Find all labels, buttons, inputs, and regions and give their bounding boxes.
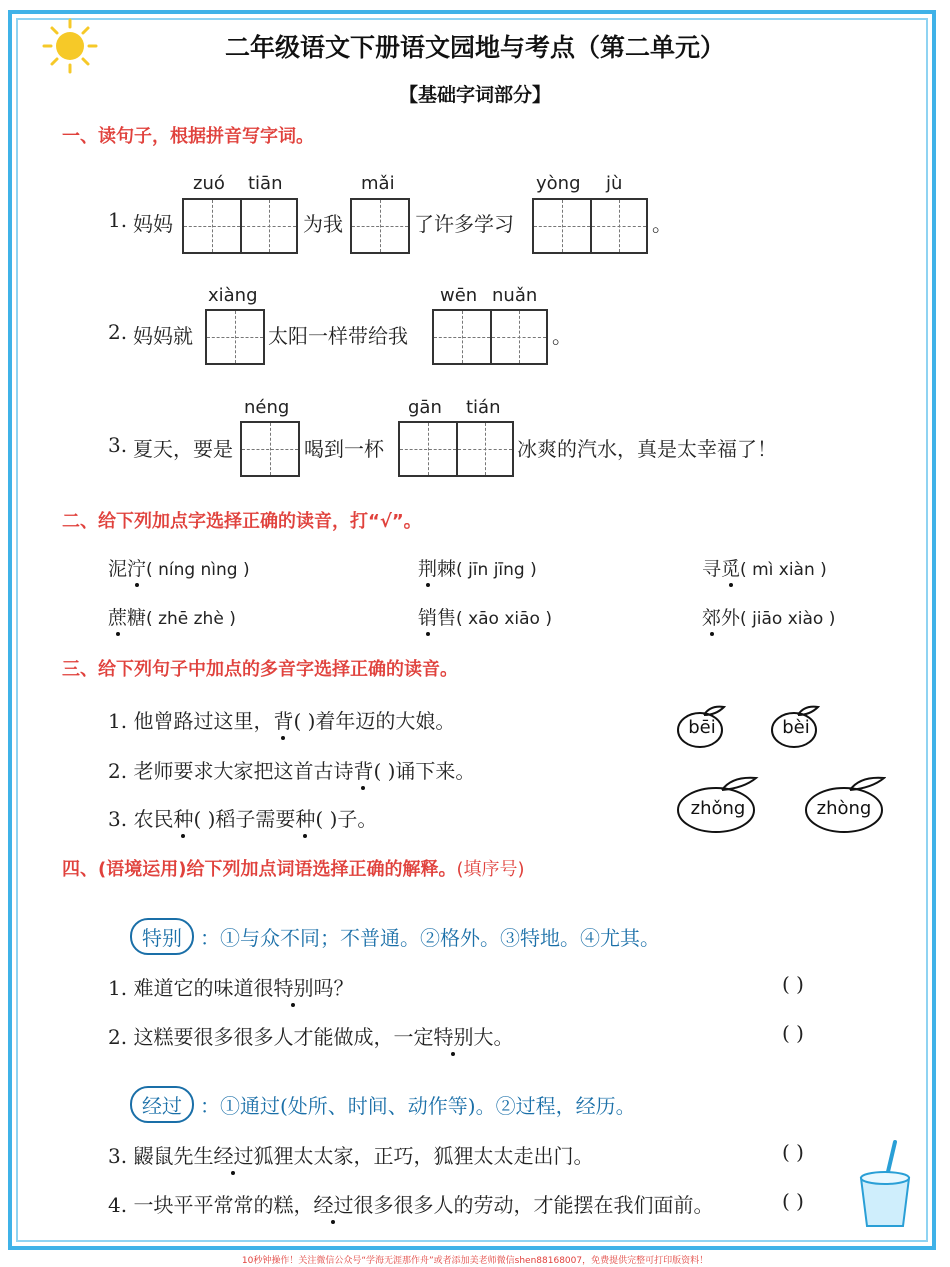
page-frame-inner xyxy=(16,18,928,1242)
choice-item[interactable]: 郊外( jiāo xiào ) xyxy=(702,607,836,629)
pinyin: nuǎn xyxy=(492,285,538,306)
writing-grid[interactable] xyxy=(350,198,410,254)
sentence-text: 为我 xyxy=(303,212,343,236)
section-2-heading: 二、给下列加点字选择正确的读音，打“√”。 xyxy=(62,511,422,532)
writing-grid[interactable] xyxy=(432,309,548,365)
apple-option[interactable]: bēi xyxy=(676,703,728,749)
sentence-text: 2. 老师要求大家把这首古诗背( )诵下来。 xyxy=(108,759,476,783)
apple-option[interactable]: zhǒng xyxy=(676,774,760,834)
choice-item[interactable]: 寻觅( mì xiàn ) xyxy=(702,558,827,580)
sentence-text: 妈妈 xyxy=(133,212,173,236)
question-number: 3. xyxy=(108,433,128,457)
answer-blank[interactable]: ( ) xyxy=(782,1140,804,1164)
sentence-text: 妈妈就 xyxy=(133,324,193,348)
pinyin: xiàng xyxy=(208,285,258,306)
page-subtitle: 【基础字词部分】 xyxy=(398,84,551,106)
word-tag: 经过 xyxy=(130,1086,194,1123)
answer-blank[interactable]: ( ) xyxy=(782,1021,804,1045)
choice-item[interactable]: 荆棘( jīn jīng ) xyxy=(418,558,537,580)
pinyin: gān xyxy=(408,397,442,418)
question-number: 1. xyxy=(108,208,128,232)
pinyin: tián xyxy=(466,397,501,418)
apple-option[interactable]: zhòng xyxy=(802,774,886,834)
section-3-heading: 三、给下列句子中加点的多音字选择正确的读音。 xyxy=(62,659,458,680)
writing-grid[interactable] xyxy=(398,421,514,477)
sentence-text: 1. 难道它的味道很特别吗？ xyxy=(108,976,354,1000)
apple-option[interactable]: bèi xyxy=(770,703,822,749)
sentence-text: 。 xyxy=(552,324,572,348)
choice-item[interactable]: 蔗糖( zhē zhè ) xyxy=(108,607,236,629)
pinyin: yòng xyxy=(536,173,581,194)
sentence-text: 4. 一块平平常常的糕，经过很多很多人的劳动，才能摆在我们面前。 xyxy=(108,1193,714,1217)
definition-tebie: 特别 ：①与众不同；不普通。②格外。③特地。④尤其。 xyxy=(130,918,660,955)
section-4-heading: 四、(语境运用)给下列加点词语选择正确的解释。(填序号) xyxy=(62,859,525,880)
pinyin: zuó xyxy=(193,173,225,194)
writing-grid[interactable] xyxy=(240,421,300,477)
pinyin: wēn xyxy=(440,285,478,306)
drink-cup-icon xyxy=(855,1140,915,1230)
pinyin: tiān xyxy=(248,173,283,194)
sentence-text: 。 xyxy=(652,212,672,236)
sentence-text: 喝到一杯 xyxy=(304,437,384,461)
sentence-text: 了许多学习 xyxy=(414,212,514,236)
pinyin: mǎi xyxy=(361,173,395,194)
section-1-heading: 一、读句子，根据拼音写字词。 xyxy=(62,126,314,147)
writing-grid[interactable] xyxy=(532,198,648,254)
footer-note: 10秒钟操作！关注微信公众号“学海无涯那作舟”或者添加美老师微信shen88168007，免费提供完整可打印版资料！ xyxy=(241,1256,709,1266)
pinyin: jù xyxy=(606,173,623,194)
answer-blank[interactable]: ( ) xyxy=(782,1189,804,1213)
pinyin: néng xyxy=(244,397,290,418)
sentence-text: 3. 农民种( )稻子需要种( )子。 xyxy=(108,807,378,831)
choice-item[interactable]: 泥泞( níng nìng ) xyxy=(108,558,250,580)
answer-blank[interactable]: ( ) xyxy=(782,972,804,996)
sentence-text: 太阳一样带给我 xyxy=(268,324,408,348)
choice-item[interactable]: 销售( xāo xiāo ) xyxy=(418,607,552,629)
writing-grid[interactable] xyxy=(205,309,265,365)
sentence-text: 夏天，要是 xyxy=(133,437,233,461)
sentence-text: 冰爽的汽水，真是太幸福了！ xyxy=(517,437,777,461)
word-tag: 特别 xyxy=(130,918,194,955)
sentence-text: 2. 这糕要很多很多人才能做成，一定特别大。 xyxy=(108,1025,514,1049)
page-title: 二年级语文下册语文园地与考点（第二单元） xyxy=(224,33,725,62)
writing-grid[interactable] xyxy=(182,198,298,254)
sentence-text: 1. 他曾路过这里，背( )着年迈的大娘。 xyxy=(108,709,456,733)
question-number: 2. xyxy=(108,320,128,344)
sentence-text: 3. 鼹鼠先生经过狐狸太太家，正巧，狐狸太太走出门。 xyxy=(108,1144,594,1168)
definition-jingguo: 经过 ：①通过(处所、时间、动作等)。②过程，经历。 xyxy=(130,1086,636,1123)
